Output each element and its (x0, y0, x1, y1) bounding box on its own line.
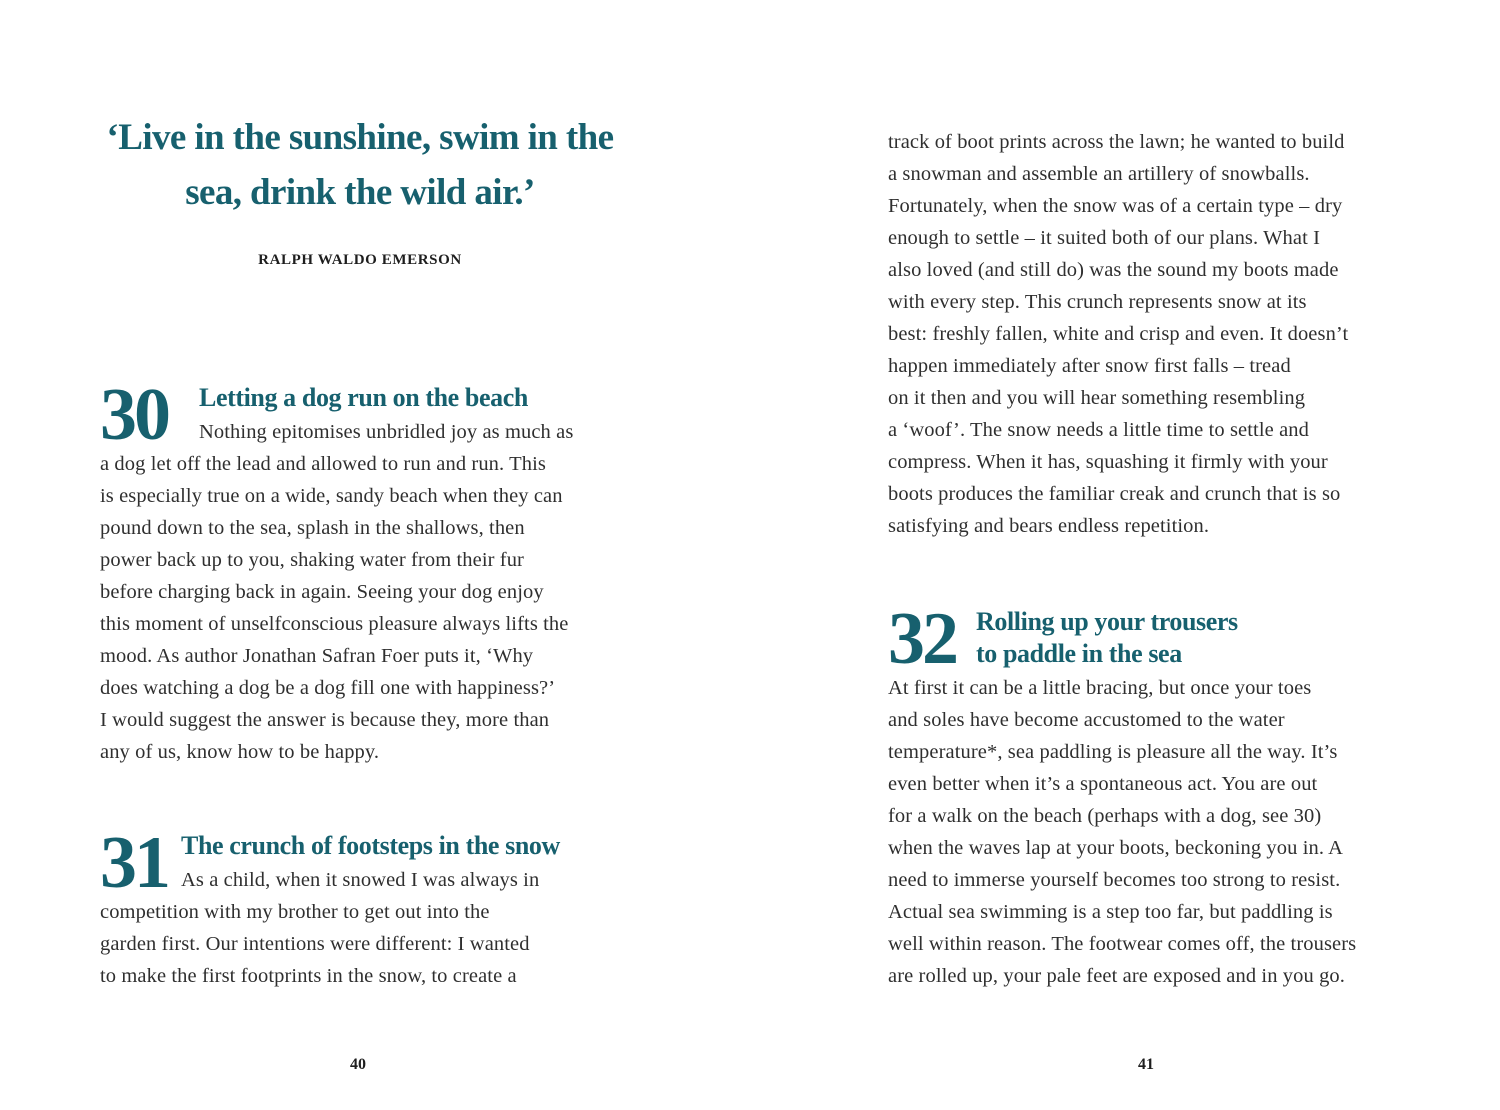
body-line: a snowman and assemble an artillery of snowballs. (888, 163, 1310, 185)
body-line: does watching a dog be a dog fill one with happiness?’ (100, 677, 556, 699)
entry-number: 32 (888, 598, 956, 680)
body-line: a ‘woof’. The snow needs a little time to settle and (888, 419, 1309, 441)
body-line: with every step. This crunch represents snow at its (888, 291, 1307, 313)
quote-attribution: RALPH WALDO EMERSON (258, 252, 462, 268)
body-line: is especially true on a wide, sandy beach when they can (100, 485, 563, 507)
body-line: well within reason. The footwear comes off, the trousers (888, 933, 1357, 955)
entry-title: Letting a dog run on the beach (199, 383, 528, 412)
body-line: I would suggest the answer is because they, more than (100, 709, 550, 731)
body-line: Nothing epitomises unbridled joy as much as (199, 421, 574, 443)
body-line: compress. When it has, squashing it firmly with your (888, 451, 1328, 473)
body-line: on it then and you will hear something resembling (888, 387, 1306, 409)
entry-title-line: Rolling up your trousers (976, 607, 1238, 636)
body-line: At first it can be a little bracing, but once your toes (888, 677, 1312, 699)
entry-number: 31 (100, 822, 168, 904)
body-line: power back up to you, shaking water from their fur (100, 549, 524, 571)
body-line: As a child, when it snowed I was always in (181, 869, 540, 891)
body-line: Fortunately, when the snow was of a certain type – dry (888, 195, 1343, 217)
entry-title: The crunch of footsteps in the snow (181, 831, 560, 860)
body-line: need to immerse yourself becomes too strong to resist. (888, 869, 1341, 891)
body-line: this moment of unselfconscious pleasure always lifts the (100, 613, 569, 635)
body-line: boots produces the familiar creak and crunch that is so (888, 483, 1341, 505)
page-number: 41 (1138, 1056, 1154, 1073)
body-line: satisfying and bears endless repetition. (888, 515, 1210, 537)
body-line: are rolled up, your pale feet are exposed and in you go. (888, 965, 1345, 987)
right-page (750, 0, 1500, 1110)
body-line: to make the first footprints in the snow, to create a (100, 965, 517, 987)
body-line: when the waves lap at your boots, beckoning you in. A (888, 837, 1344, 859)
body-line: temperature*, sea paddling is pleasure all the way. It’s (888, 741, 1338, 763)
page-number: 40 (350, 1056, 366, 1073)
body-line: Actual sea swimming is a step too far, but paddling is (888, 901, 1333, 923)
body-line: happen immediately after snow first falls – tread (888, 355, 1291, 377)
body-line: track of boot prints across the lawn; he wanted to build (888, 131, 1345, 153)
entry-title-line: to paddle in the sea (976, 639, 1182, 668)
body-line: also loved (and still do) was the sound my boots made (888, 259, 1339, 281)
epigraph-quote (100, 110, 620, 220)
body-line: any of us, know how to be happy. (100, 741, 380, 763)
body-line: and soles have become accustomed to the water (888, 709, 1285, 731)
quote-line: sea, drink the wild air.’ (185, 172, 535, 213)
body-line: mood. As author Jonathan Safran Foer puts it, ‘Why (100, 645, 534, 667)
body-line: best: freshly fallen, white and crisp and even. It doesn’t (888, 323, 1349, 345)
body-line: competition with my brother to get out into the (100, 901, 490, 923)
body-line: pound down to the sea, splash in the shallows, then (100, 517, 525, 539)
body-line: even better when it’s a spontaneous act. You are out (888, 773, 1318, 795)
entry-number: 30 (100, 374, 168, 456)
body-line: garden first. Our intentions were different: I wanted (100, 933, 530, 955)
body-line: before charging back in again. Seeing your dog enjoy (100, 581, 544, 603)
body-line: enough to settle – it suited both of our plans. What I (888, 227, 1321, 249)
body-line: a dog let off the lead and allowed to run and run. This (100, 453, 546, 475)
body-line: for a walk on the beach (perhaps with a dog, see 30) (888, 805, 1322, 827)
quote-line: ‘Live in the sunshine, swim in the (106, 117, 614, 158)
